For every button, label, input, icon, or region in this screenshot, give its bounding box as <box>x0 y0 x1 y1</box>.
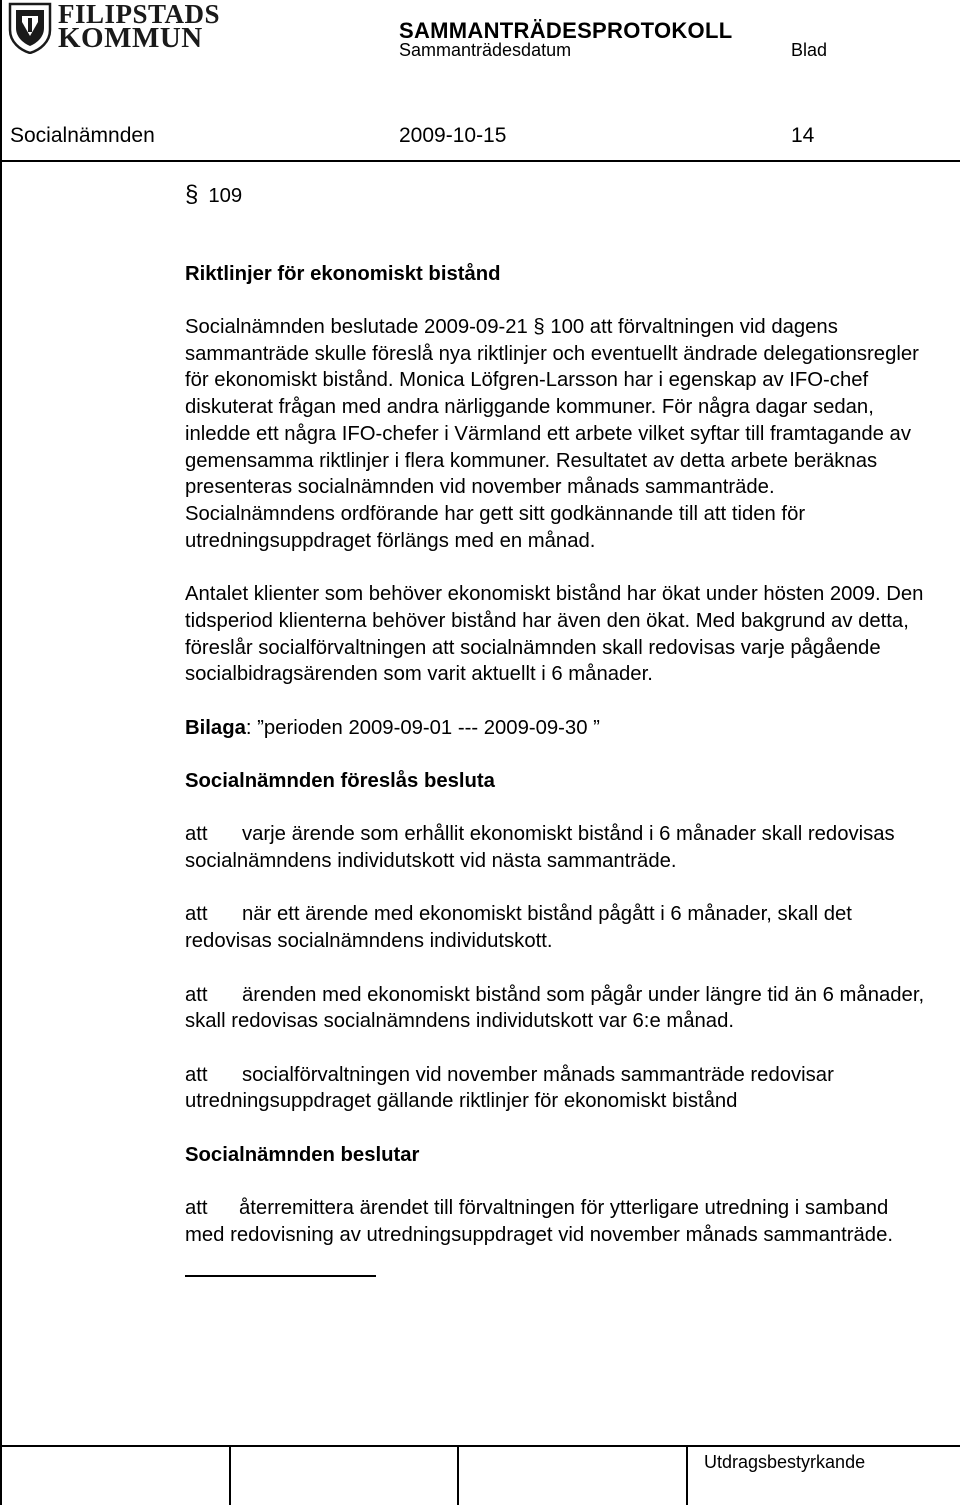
footer-cell-divider-1 <box>229 1445 231 1505</box>
att-marker: att <box>185 903 208 926</box>
header-divider <box>0 160 960 162</box>
signature-rule <box>185 1275 376 1277</box>
proposal-heading: Socialnämnden föreslås besluta <box>185 769 495 792</box>
proposal-item <box>185 821 925 874</box>
committee-name: Socialnämnden <box>10 124 155 147</box>
meeting-date-label: Sammanträdesdatum <box>399 40 572 60</box>
coat-of-arms-icon <box>8 2 52 54</box>
page-number: 14 <box>791 124 815 147</box>
proposal-item <box>185 1062 925 1115</box>
proposal-text: ärenden med ekonomiskt bistånd som pågår under längre tid än 6 månader, skall redovisas socialnämndens individutskott var 6:e månad. <box>185 983 925 1033</box>
decision-text: återremittera ärendet till förvaltningen för ytterligare utredning i samband med redovisning av utredningsuppdraget vid november månads sammanträde. <box>185 1197 893 1246</box>
proposal-text: socialförvaltningen vid november månads sammanträde redovisar utredningsuppdraget gällande riktlinjer för ekonomiskt bistånd <box>185 1063 834 1113</box>
proposal-text: varje ärende som erhållit ekonomiskt bistånd i 6 månader skall redovisas socialnämndens individutskott vid nästa sammanträde. <box>185 823 895 873</box>
section-symbol: § <box>185 181 199 208</box>
decision-item <box>185 1195 925 1248</box>
attachment-text: : ”perioden 2009-09-01 --- 2009-09-30 ” <box>245 716 600 739</box>
section-number-line <box>185 182 925 209</box>
att-marker: att <box>185 1197 208 1220</box>
footer-cell-divider-2 <box>457 1445 459 1505</box>
footer-certification-label: Utdragsbestyrkande <box>704 1452 866 1472</box>
document-body <box>185 182 925 1277</box>
section-title: Riktlinjer för ekonomiskt bistånd <box>185 262 501 285</box>
org-logo-text <box>58 0 221 54</box>
org-name-line1: FILIPSTADS <box>58 0 221 29</box>
footer-cell-divider-3 <box>686 1445 688 1505</box>
att-marker: att <box>185 983 208 1006</box>
document-type: SAMMANTRÄDESPROTOKOLL <box>399 18 733 43</box>
footer-divider <box>0 1445 960 1447</box>
page-label: Blad <box>791 40 828 60</box>
proposal-item <box>185 982 925 1035</box>
att-marker: att <box>185 1063 208 1086</box>
proposal-text: när ett ärende med ekonomiskt bistånd pågått i 6 månader, skall det redovisas socialnämndens individutskott. <box>185 903 852 953</box>
org-name-line2: KOMMUN <box>58 22 203 54</box>
body-paragraph-2: Antalet klienter som behöver ekonomiskt bistånd har ökat under hösten 2009. Den tidsperiod klienterna behöver bistånd har även den ökat. Med bakgrund av detta, föreslår socialförvaltningen att socialnämnden skall redovisas varje pågående socialbidragsärenden som varit aktuellt i 6 månader. <box>185 583 924 686</box>
meeting-date: 2009-10-15 <box>399 124 507 147</box>
frame-left-border <box>0 0 2 1505</box>
attachment-line <box>185 715 925 742</box>
att-marker: att <box>185 823 208 846</box>
proposal-item <box>185 901 925 954</box>
section-number: 109 <box>208 185 243 207</box>
decision-heading: Socialnämnden beslutar <box>185 1143 420 1166</box>
body-paragraph-1: Socialnämnden beslutade 2009-09-21 § 100 att förvaltningen vid dagens sammanträde skulle föreslå nya riktlinjer och eventuellt ändrade delegationsregler för ekonomiskt bistånd. Monica Löfgren-Larsson har i egenskap av IFO-chef diskuterat frågan med andra närliggande kommuner. För några dagar sedan, inledde ett några IFO-chefer i Värmland ett arbete vilket syftar till framtagande av gemensamma riktlinjer i flera kommuner. Resultatet av detta arbete beräknas presenteras socialnämnden vid november månads sammanträde. Socialnämndens ordförande har gett sitt godkännande till att tiden för utredningsuppdraget förlängs med en månad. <box>185 316 919 552</box>
attachment-label: Bilaga <box>185 716 246 739</box>
